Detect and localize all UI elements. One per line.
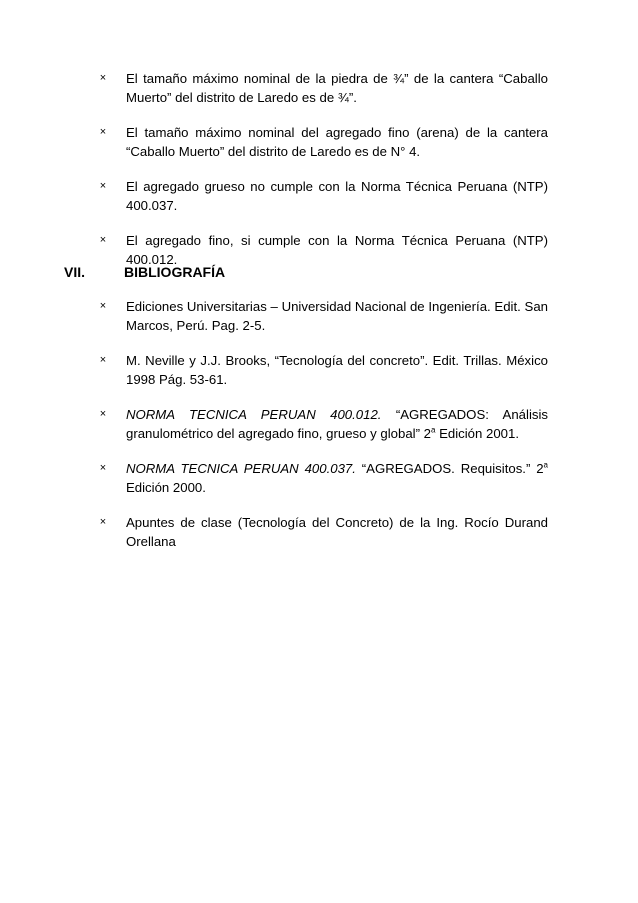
reference-text: “AGREGADOS: Análisis granulométrico del agregado fino, grueso y global” 2 [126, 407, 548, 441]
bullet-x-icon: × [99, 300, 107, 312]
reference-text: Edición 2000. [126, 480, 206, 495]
list-item [96, 513, 548, 551]
list-item [96, 177, 548, 215]
conclusions-list [96, 69, 548, 285]
bullet-x-icon: × [99, 234, 107, 246]
reference-text: Ediciones Universitarias – Universidad Nacional de Ingeniería. Edit. San Marcos, Perú. Pag. 2-5. [126, 299, 548, 333]
ordinal-superscript: a [430, 425, 436, 435]
bullet-x-icon: × [99, 354, 107, 366]
reference-text: M. Neville y J.J. Brooks, “Tecnología del concreto”. Edit. Trillas. México 1998 Pág. 53-61. [126, 353, 548, 387]
list-item [96, 297, 548, 335]
list-item-text: El agregado fino, si cumple con la Norma Técnica Peruana (NTP) 400.012. [126, 233, 548, 267]
list-item-text: El tamaño máximo nominal del agregado fino (arena) de la cantera “Caballo Muerto” del distrito de Laredo es de N° 4. [126, 125, 548, 159]
section-number: VII. [64, 264, 86, 280]
section-heading [64, 262, 225, 282]
bullet-x-icon: × [99, 408, 107, 420]
section-title: BIBLIOGRAFÍA [124, 264, 226, 280]
reference-standard-title: NORMA TECNICA PERUAN 400.012. [126, 407, 382, 422]
bullet-x-icon: × [99, 72, 107, 84]
list-item [96, 123, 548, 161]
list-item-text: El agregado grueso no cumple con la Norma Técnica Peruana (NTP) 400.037. [126, 179, 548, 213]
bullet-x-icon: × [99, 126, 107, 138]
reference-standard-title: NORMA TECNICA PERUAN 400.037. [126, 461, 356, 476]
list-item [96, 459, 548, 497]
list-item-text: El tamaño máximo nominal de la piedra de ¾” de la cantera “Caballo Muerto” del distrito de Laredo es de ¾”. [126, 71, 548, 105]
bullet-x-icon: × [99, 462, 107, 474]
bullet-x-icon: × [99, 180, 107, 192]
bullet-x-icon: × [99, 516, 107, 528]
list-item [96, 69, 548, 107]
bibliography-list [96, 297, 548, 567]
reference-text: Edición 2001. [435, 426, 520, 441]
reference-text: Apuntes de clase (Tecnología del Concreto) de la Ing. Rocío Durand Orellana [126, 515, 548, 549]
reference-text: “AGREGADOS. Requisitos.” 2 [355, 461, 544, 476]
list-item [96, 405, 548, 443]
ordinal-superscript: a [543, 460, 548, 470]
list-item [96, 351, 548, 389]
